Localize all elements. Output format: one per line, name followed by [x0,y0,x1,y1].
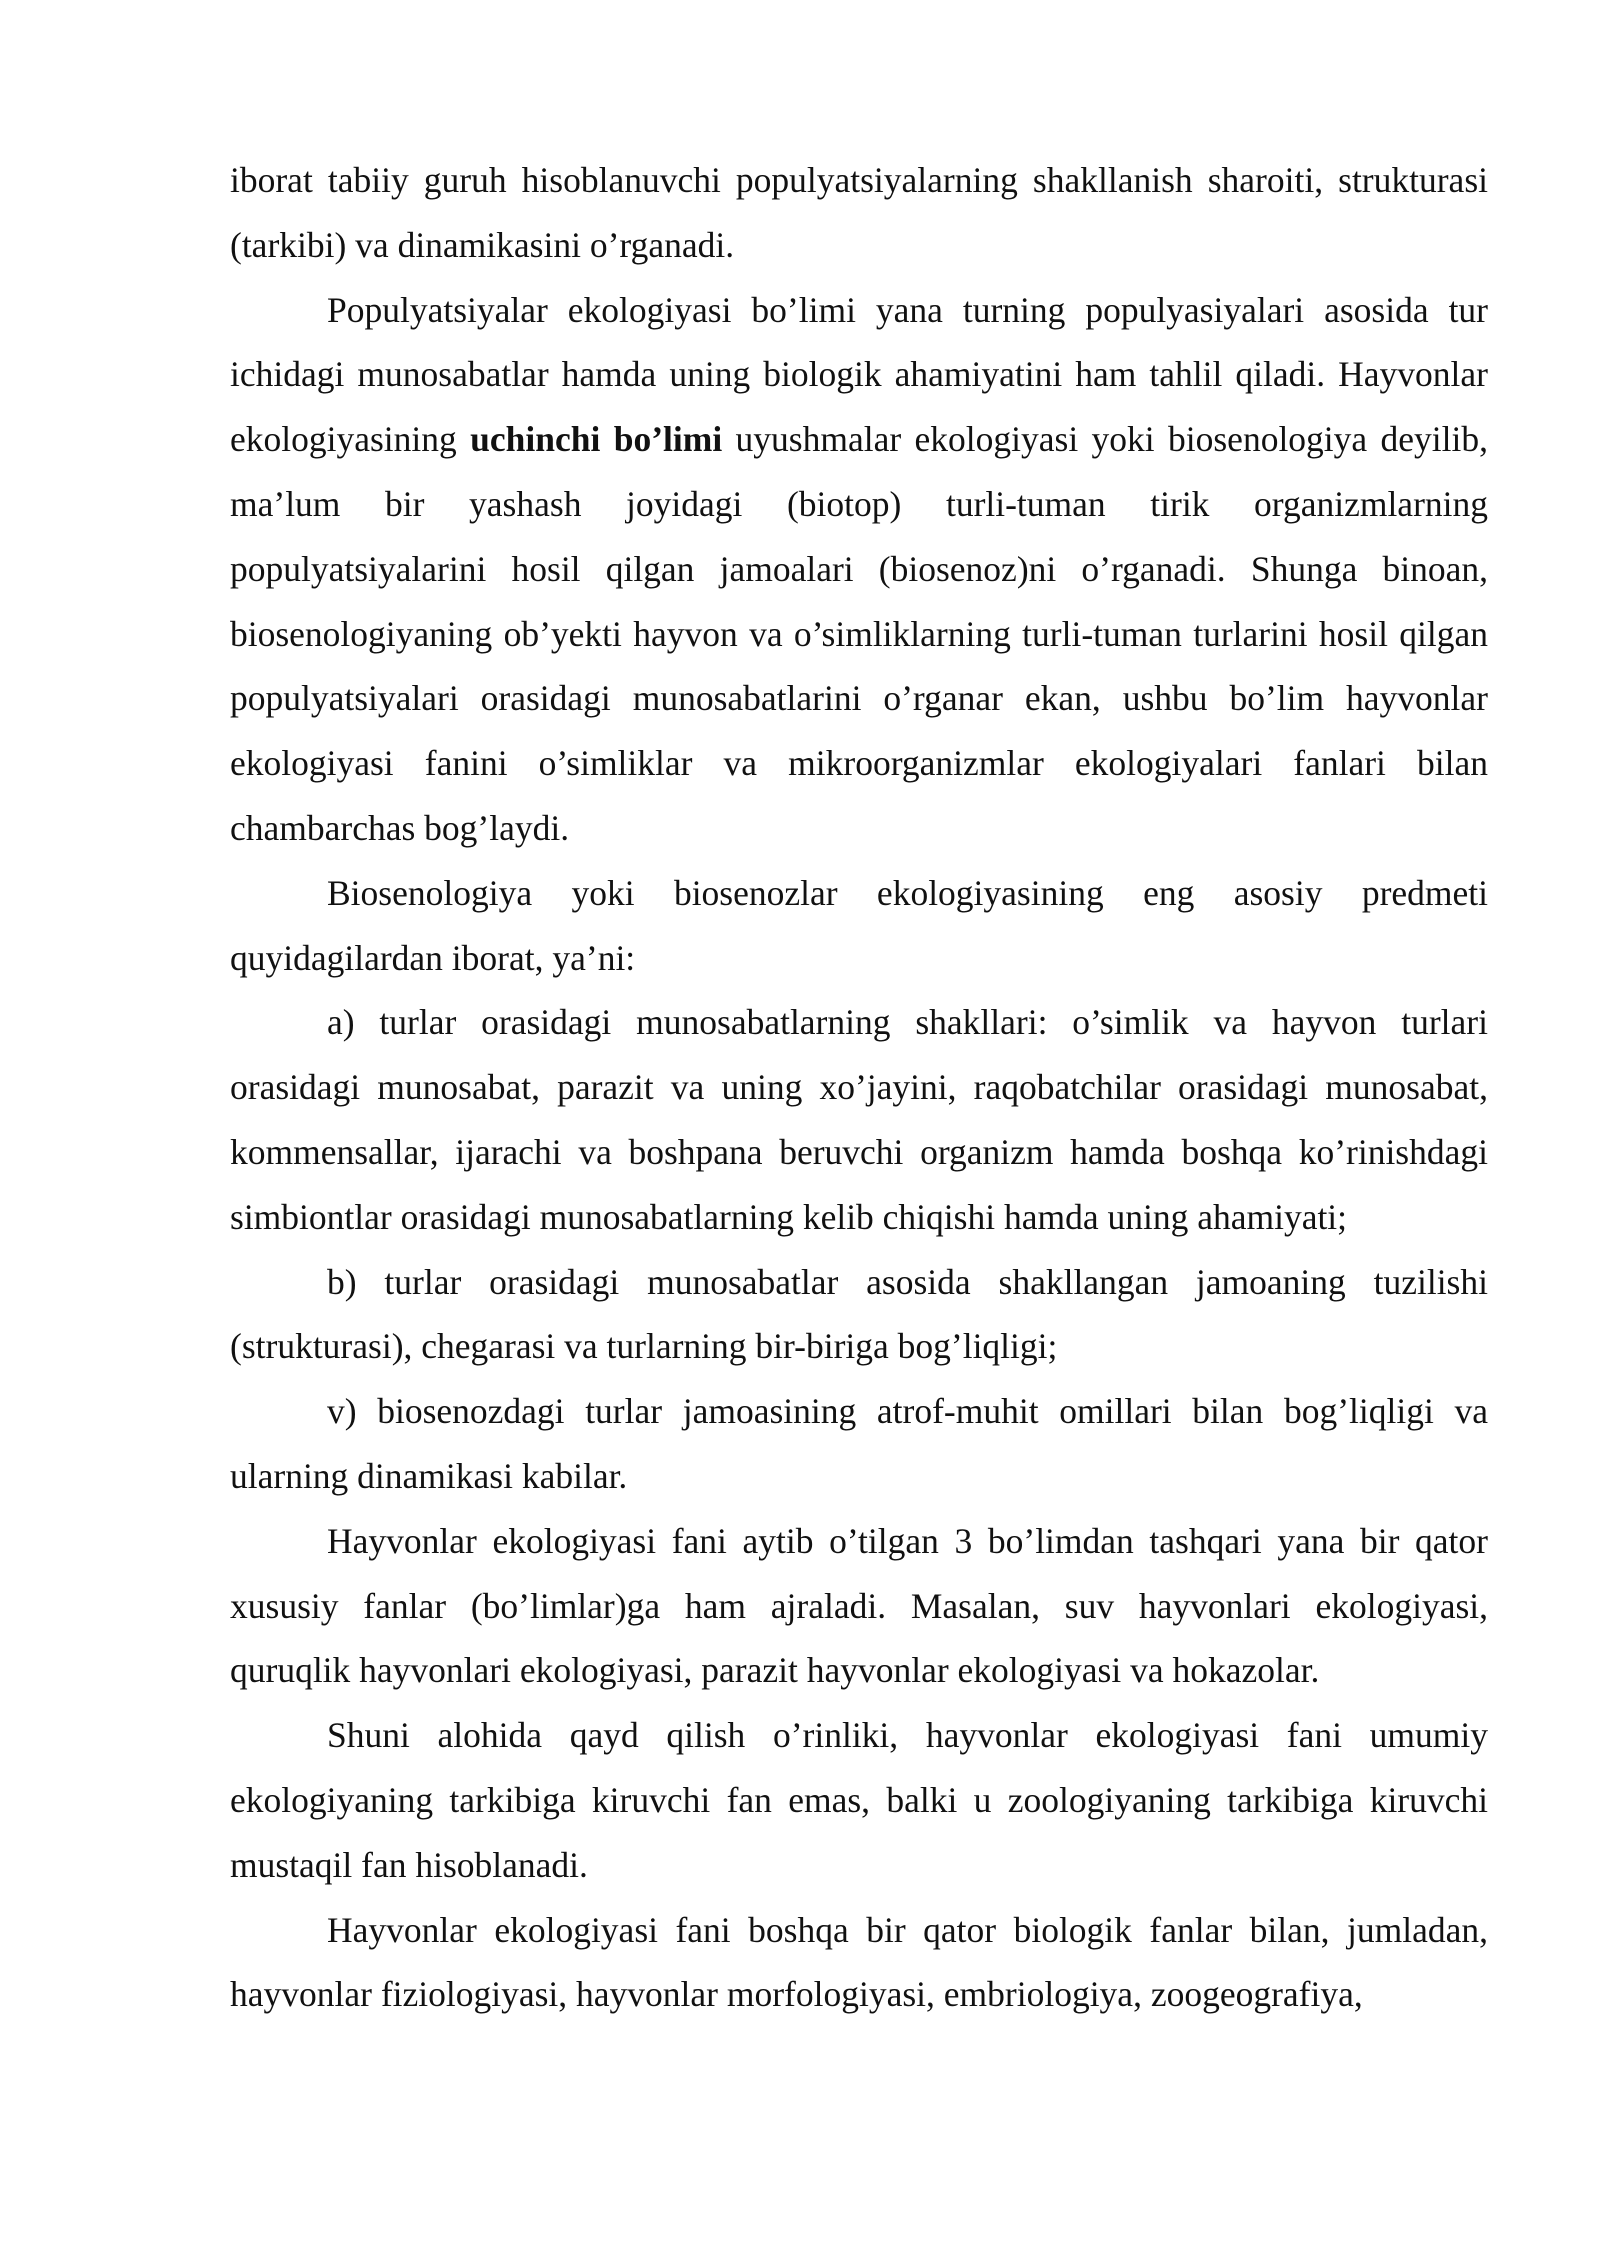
document-page [230,148,1488,2027]
list-item-b: b) turlar orasidagi munosabatlar asosida shakllangan jamoaning tuzilishi (strukturasi), chegarasi va turlarning bir-biriga bog’liqligi; [230,1261,1488,1367]
paragraph-text-before: Populyatsiyalar ekologiyasi bo’limi yana turning populyasiyalari asosida tur ichidagi munosabatlar hamda uning biologik ahamiyatini ham tahlil qiladi. Hayvonlar ekologiyasining [230,289,1488,460]
paragraph-population-ecology [230,278,1488,861]
paragraph-text-after: uyushmalar ekologiyasi yoki biosenologiya deyilib, ma’lum bir yashash joyidagi (biotop) turli-tuman tirik organizmlarning populyatsiyalarini hosil qilgan jamoalari (biosenoz)ni o’rganadi. Shunga binoan, biosenologiyaning ob’yekti hayvon va o’simliklarning turli-tuman turlarini hosil qilgan populyatsiyalari orasidagi munosabatlarini o’rganar ekan, ushbu bo’lim hayvonlar ekologiyasi fanini o’simliklar va mikroorganizmlar ekologiyalari fanlari bilan chambarchas bog’laydi. [230,419,1488,848]
paragraph-biosenology-subject: Biosenologiya yoki biosenozlar ekologiyasining eng asosiy predmeti quyidagilardan iborat, ya’ni: [230,872,1488,978]
bold-term-third-section: uchinchi bo’limi [470,419,723,460]
paragraph-private-sciences: Hayvonlar ekologiyasi fani aytib o’tilgan 3 bo’limdan tashqari yana bir qator xususiy fanlar (bo’limlar)ga ham ajraladi. Masalan, suv hayvonlari ekologiyasi, quruqlik hayvonlari ekologiyasi, parazit hayvonlar ekologiyasi va hokazolar. [230,1520,1488,1691]
paragraph-continuation: iborat tabiiy guruh hisoblanuvchi populyatsiyalarning shakllanish sharoiti, strukturasi (tarkibi) va dinamikasini o’rganadi. [230,160,1488,265]
paragraph-related-sciences: Hayvonlar ekologiyasi fani boshqa bir qator biologik fanlar bilan, jumladan, hayvonlar fiziologiyasi, hayvonlar morfologiyasi, embriologiya, zoogeografiya, [230,1909,1488,2015]
list-item-a: a) turlar orasidagi munosabatlarning shakllari: o’simlik va hayvon turlari orasidagi munosabat, parazit va uning xo’jayini, raqobatchilar orasidagi munosabat, kommensallar, ijarachi va boshpana beruvchi organizm hamda boshqa ko’rinishdagi simbiontlar orasidagi munosabatlarning kelib chiqishi hamda uning ahamiyati; [230,1002,1488,1237]
paragraph-independent-science: Shuni alohida qayd qilish o’rinliki, hayvonlar ekologiyasi fani umumiy ekologiyaning tarkibiga kiruvchi fan emas, balki u zoologiyaning tarkibiga kiruvchi mustaqil fan hisoblanadi. [230,1715,1488,1885]
list-item-v: v) biosenozdagi turlar jamoasining atrof-muhit omillari bilan bog’liqligi va ularning dinamikasi kabilar. [230,1391,1488,1496]
